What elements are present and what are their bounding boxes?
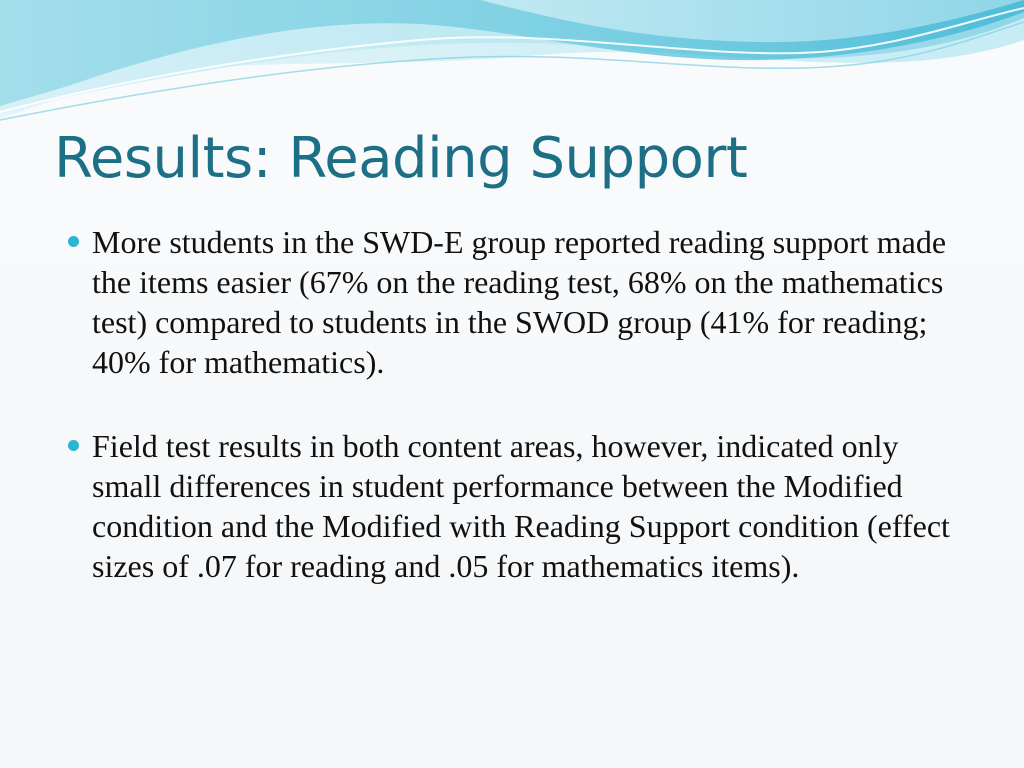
decorative-wave-header	[0, 0, 1024, 130]
bullet-text: More students in the SWD-E group reported reading support made the items easier (67% on the reading test, 68% on the mathematics test) compared to students in the SWOD group (41% for reading; 40% for mathematics).	[92, 224, 947, 380]
bullet-item	[62, 222, 972, 382]
bullet-list	[62, 222, 972, 630]
bullet-dot-icon	[68, 236, 79, 247]
bullet-dot-icon	[68, 440, 79, 451]
bullet-text: Field test results in both content areas, however, indicated only small differences in student performance between the Modified condition and the Modified with Reading Support condition (effect sizes of .07 for reading and .05 for mathematics items).	[92, 428, 950, 584]
bullet-item	[62, 426, 972, 586]
slide-title: Results: Reading Support	[54, 126, 748, 191]
